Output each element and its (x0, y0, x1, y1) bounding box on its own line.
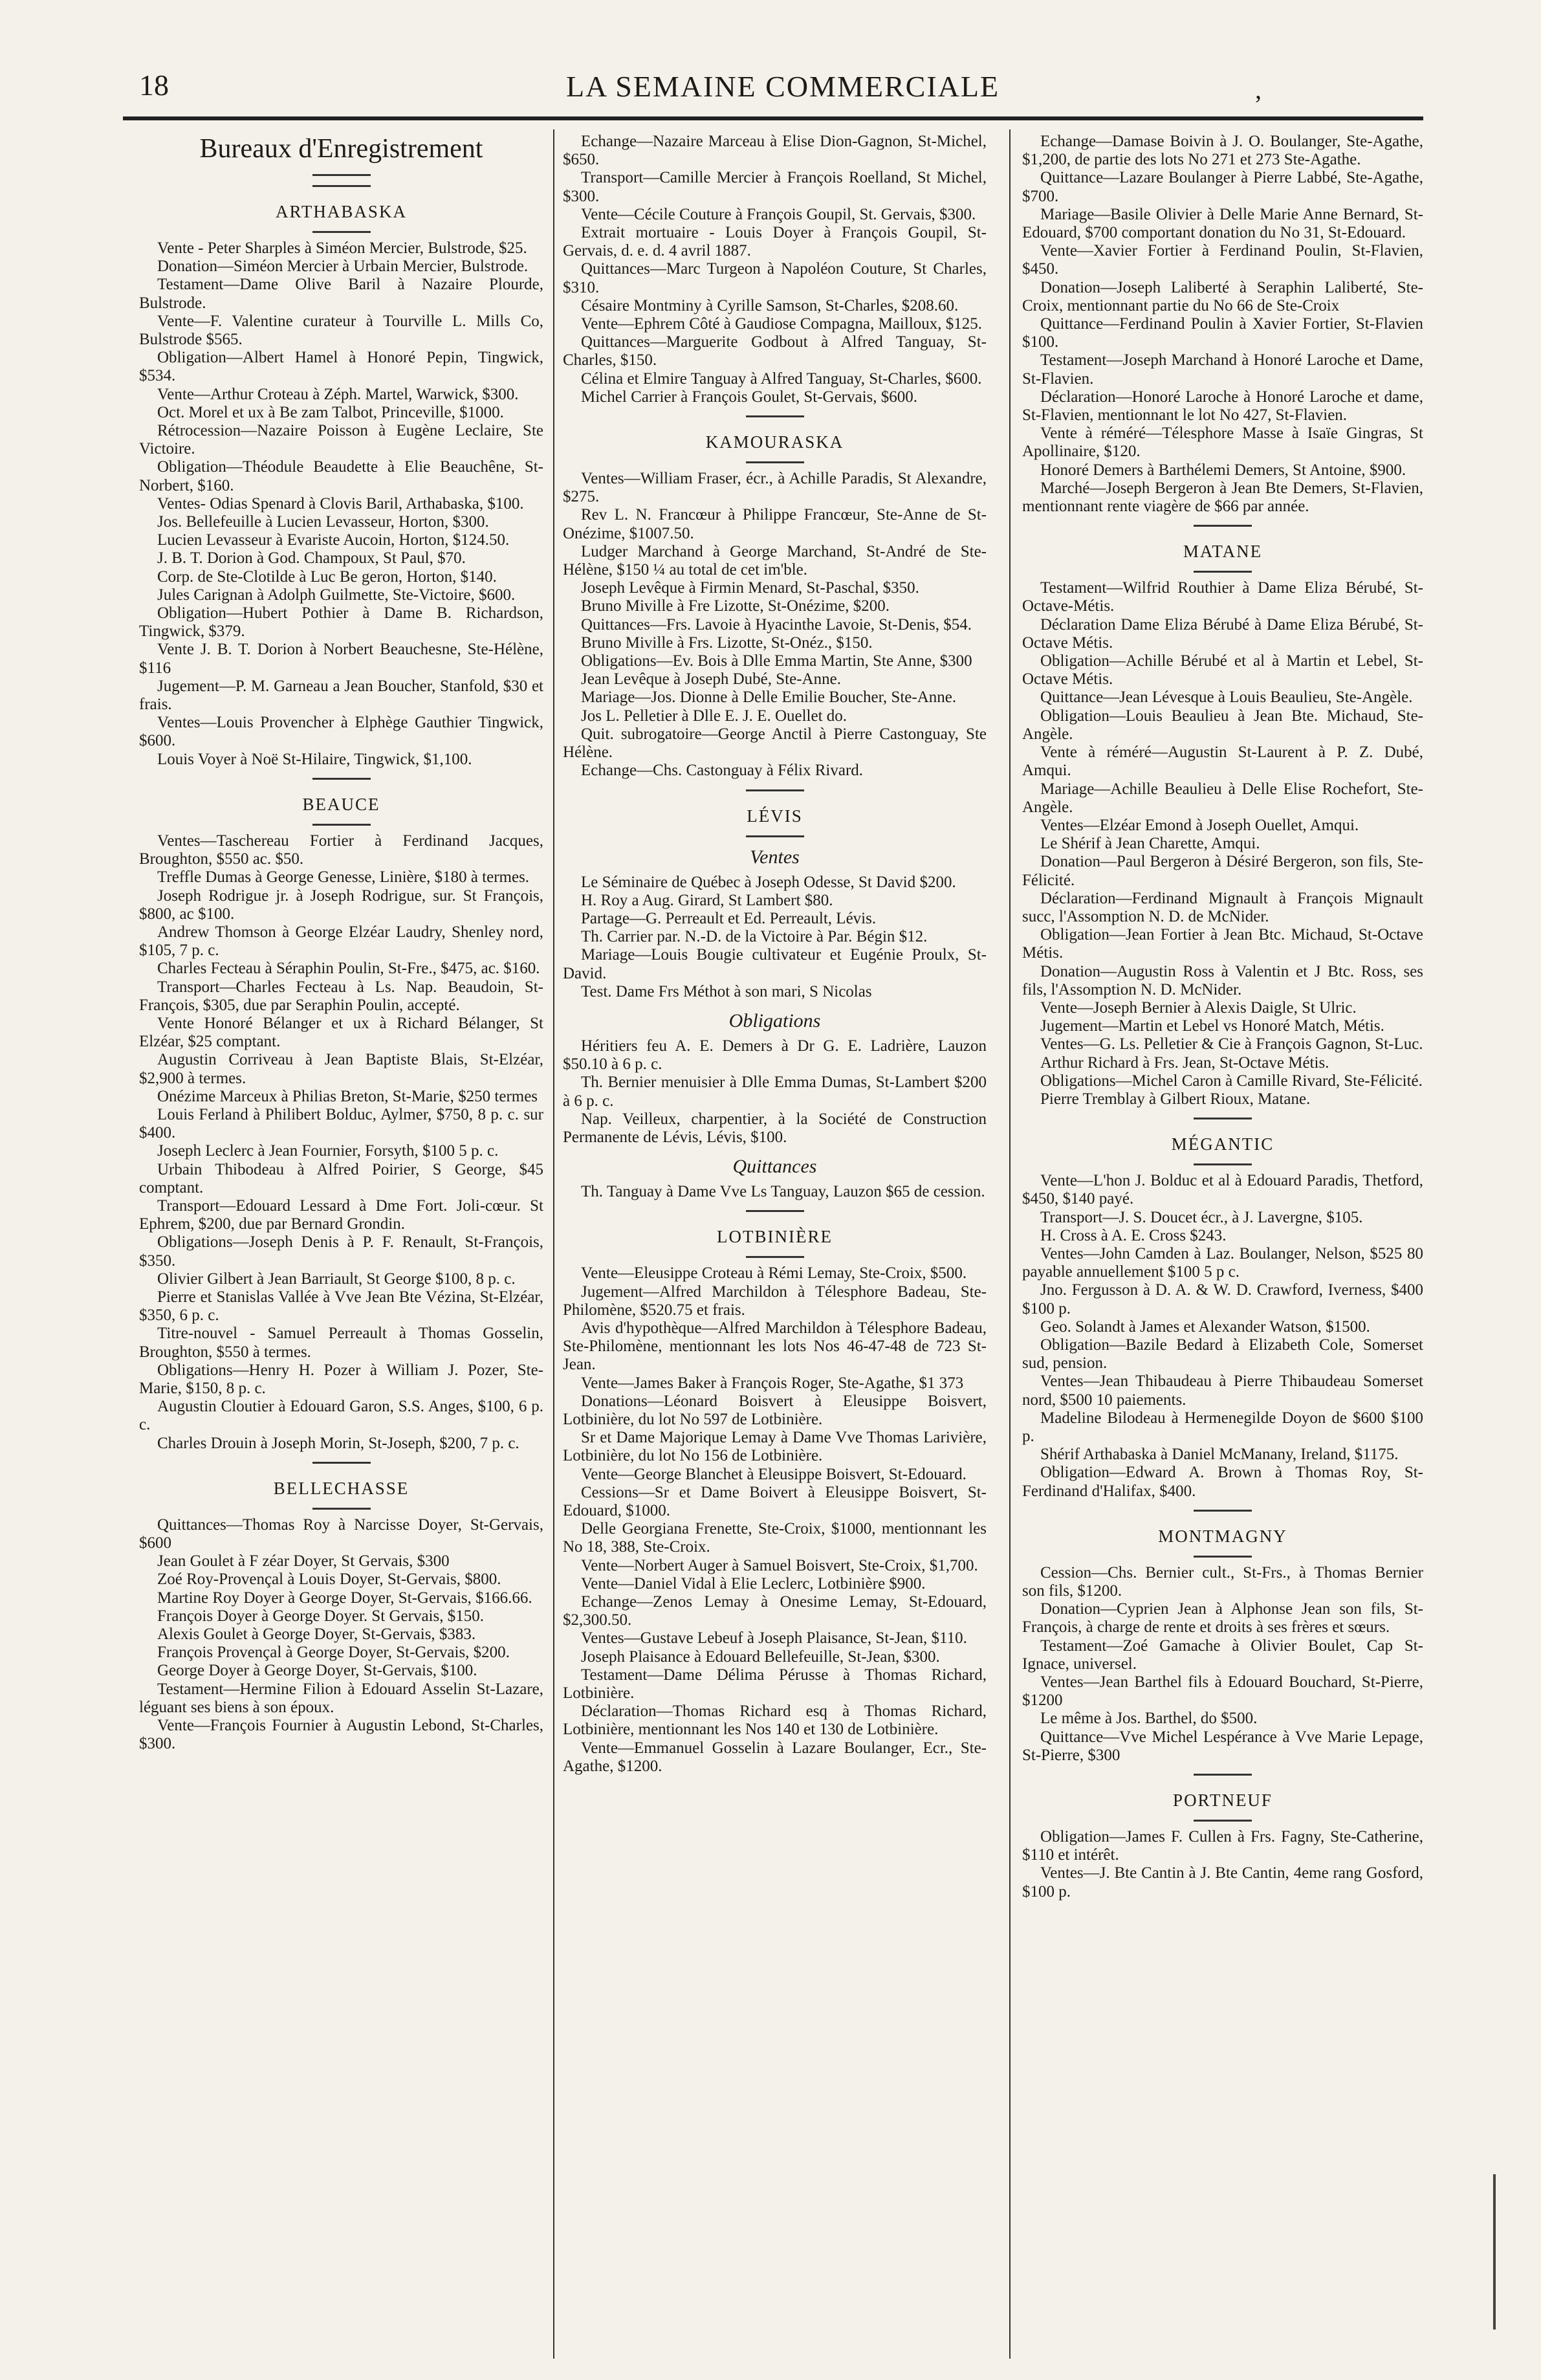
registry-entry: Vente J. B. T. Dorion à Norbert Beauchesne, Ste-Hélène, $116 (139, 641, 543, 677)
subsection-heading: Quittances (732, 1156, 817, 1178)
section-heading: MÉGANTIC (1171, 1134, 1274, 1154)
section-heading: LOTBINIÈRE (717, 1227, 833, 1247)
registry-entry: Ventes—Taschereau Fortier à Ferdinand Jacques, Broughton, $550 ac. $50. (139, 832, 543, 868)
registry-entry: Joseph Leclerc à Jean Fournier, Forsyth, $100 5 p. c. (157, 1142, 499, 1160)
registry-entry: Donations—Léonard Boisvert à Eleusippe Boisvert, Lotbinière, du lot No 597 de Lotbinière. (563, 1392, 987, 1428)
registry-entry: Vente—Ephrem Côté à Gaudiose Compagna, Mailloux, $125. (581, 315, 983, 333)
registry-entry: Mariage—Achille Beaulieu à Delle Elise Rochefort, Ste-Angèle. (1022, 780, 1423, 816)
registry-entry: Zoé Roy-Provençal à Louis Doyer, St-Gervais, $800. (157, 1570, 501, 1589)
registry-entry: Transport—Camille Mercier à François Roelland, St Michel, $300. (563, 169, 987, 205)
registry-entry: Oct. Morel et ux à Be zam Talbot, Princeville, $1000. (157, 403, 504, 421)
section-heading: BELLECHASSE (273, 1478, 410, 1498)
registry-entry: Echange—Nazaire Marceau à Elise Dion-Gagnon, St-Michel, $650. (563, 133, 987, 169)
registry-entry: Obligation—Albert Hamel à Honoré Pepin, Tingwick, $534. (139, 349, 543, 385)
registry-entry: Transport—Charles Fecteau à Ls. Nap. Beaudoin, St-François, $305, due par Seraphin Poulin, accepté. (139, 978, 543, 1014)
registry-entry: Ludger Marchand à George Marchand, St-André de Ste-Hélène, $150 ¼ au total de cet im'ble. (563, 542, 987, 579)
registry-entry: H. Cross à A. E. Cross $243. (1040, 1226, 1227, 1244)
column-1 (139, 133, 543, 2359)
registry-entry: Louis Ferland à Philibert Bolduc, Aylmer, $750, 8 p. c. sur $400. (139, 1105, 543, 1142)
section-heading: BEAUCE (302, 794, 380, 814)
registry-entry: Ventes—Gustave Lebeuf à Joseph Plaisance, St-Jean, $110. (581, 1629, 967, 1647)
section-rule (312, 1462, 371, 1464)
registry-entry: Mariage—Louis Bougie cultivateur et Eugénie Proulx, St-David. (563, 946, 987, 982)
registry-entry: Vente—L'hon J. Bolduc et al à Edouard Paradis, Thetford, $450, $140 payé. (1022, 1172, 1423, 1208)
registry-entry: Rétrocession—Nazaire Poisson à Eugène Leclaire, Ste Victoire. (139, 422, 543, 458)
registry-entry: Transport—J. S. Doucet écr., à J. Lavergne, $105. (1040, 1208, 1363, 1226)
heading-rule (746, 1256, 804, 1258)
column-2 (563, 133, 987, 2359)
registry-entry: Donation—Joseph Laliberté à Seraphin Laliberté, Ste-Croix, mentionnant partie du No 66 de Ste-Croix (1022, 278, 1423, 314)
registry-entry: Urbain Thibodeau à Alfred Poirier, S George, $45 comptant. (139, 1160, 543, 1196)
section-rule (746, 1210, 804, 1212)
print-mark: , (1255, 75, 1262, 104)
registry-entry: Charles Drouin à Joseph Morin, St-Joseph, $200, 7 p. c. (157, 1434, 519, 1452)
registry-entry: Vente—Eleusippe Croteau à Rémi Lemay, Ste-Croix, $500. (581, 1264, 967, 1283)
registry-entry: Le même à Jos. Barthel, do $500. (1040, 1710, 1258, 1728)
registry-entry: Jno. Fergusson à D. A. & W. D. Crawford, Iverness, $400 $100 p. (1022, 1281, 1423, 1317)
registry-entry: François Doyer à George Doyer. St Gervais, $150. (157, 1607, 484, 1625)
registry-entry: Rev L. N. Francœur à Philippe Francœur, Ste-Anne de St-Onézime, $1007.50. (563, 506, 987, 542)
registry-entry: Le Séminaire de Québec à Joseph Odesse, St David $200. (581, 873, 956, 891)
registry-entry: Augustin Cloutier à Edouard Garon, S.S. Anges, $100, 6 p. c. (139, 1398, 543, 1434)
registry-entry: Joseph Levêque à Firmin Menard, St-Paschal, $350. (581, 579, 919, 597)
registry-entry: Célina et Elmire Tanguay à Alfred Tanguay, St-Charles, $600. (581, 369, 982, 388)
registry-entry: Alexis Goulet à George Doyer, St-Gervais, $383. (157, 1625, 476, 1644)
registry-entry: Testament—Zoé Gamache à Olivier Boulet, Cap St-Ignace, universel. (1022, 1636, 1423, 1673)
registry-entry: Testament—Dame Délima Pérusse à Thomas Richard, Lotbinière. (563, 1666, 987, 1702)
registry-entry: Cession—Chs. Bernier cult., St-Frs., à Thomas Bernier son fils, $1200. (1022, 1563, 1423, 1600)
registry-entry: Pierre et Stanislas Vallée à Vve Jean Bte Vézina, St-Elzéar, $350, 6 p. c. (139, 1288, 543, 1325)
registry-entry: Transport—Edouard Lessard à Dme Fort. Joli-cœur. St Ephrem, $200, due par Bernard Grondin. (139, 1196, 543, 1233)
registry-entry: Obligation—Théodule Beaudette à Elie Beauchêne, St-Norbert, $160. (139, 458, 543, 494)
registry-entry: Jos L. Pelletier à Dlle E. J. E. Ouellet do. (581, 707, 847, 725)
registry-entry: Obligations—Henry H. Pozer à William J. Pozer, Ste-Marie, $150, 8 p. c. (139, 1361, 543, 1397)
registry-entry: Testament—Wilfrid Routhier à Dame Eliza Bérubé, St-Octave-Métis. (1022, 579, 1423, 615)
heading-rule (746, 461, 804, 463)
section-rule (746, 415, 804, 417)
registry-entry: Quittance—Ferdinand Poulin à Xavier Fortier, St-Flavien $100. (1022, 315, 1423, 351)
registry-entry: Joseph Plaisance à Edouard Bellefeuille, St-Jean, $300. (581, 1647, 940, 1666)
registry-entry: Honoré Demers à Barthélemi Demers, St Antoine, $900. (1040, 461, 1406, 479)
registry-entry: Vente—Cécile Couture à François Goupil, St. Gervais, $300. (581, 205, 976, 223)
registry-entry: Obligation—Louis Beaulieu à Jean Bte. Michaud, Ste-Angèle. (1022, 707, 1423, 743)
registry-entry: Quittances—Thomas Roy à Narcisse Doyer, St-Gervais, $600 (139, 1515, 543, 1552)
registry-entry: George Doyer à George Doyer, St-Gervais, $100. (157, 1662, 477, 1680)
registry-entry: Vente—James Baker à François Roger, Ste-Agathe, $1 373 (581, 1374, 964, 1392)
section-rule (1194, 1118, 1252, 1119)
registry-entry: Vente—Xavier Fortier à Ferdinand Poulin, St-Flavien, $450. (1022, 242, 1423, 278)
registry-entry: Marché—Joseph Bergeron à Jean Bte Demers, St-Flavien, mentionnant rente viagère de $66 par année. (1022, 479, 1423, 516)
section-heading: PORTNEUF (1173, 1791, 1273, 1811)
registry-entry: Echange—Damase Boivin à J. O. Boulanger, Ste-Agathe, $1,200, de partie des lots No 271 et 273 Ste-Agathe. (1022, 133, 1423, 169)
heading-rule (746, 835, 804, 837)
registry-entry: Vente—George Blanchet à Eleusippe Boisvert, St-Edouard. (581, 1465, 967, 1483)
registry-entry: Th. Tanguay à Dame Vve Ls Tanguay, Lauzon $65 de cession. (581, 1183, 985, 1201)
registry-entry: Ventes—Louis Provencher à Elphège Gauthier Tingwick, $600. (139, 714, 543, 750)
heading-rule (312, 231, 371, 233)
registry-entry: Charles Fecteau à Séraphin Poulin, St-Fre., $475, ac. $160. (157, 960, 540, 978)
registry-entry: Jean Goulet à F zéar Doyer, St Gervais, $300 (157, 1552, 450, 1570)
heading-rule (1194, 1556, 1252, 1558)
registry-entry: Titre-nouvel - Samuel Perreault à Thomas Gosselin, Broughton, $550 à termes. (139, 1325, 543, 1361)
registry-entry: Ventes—G. Ls. Pelletier & Cie à François Gagnon, St-Luc. (1040, 1035, 1423, 1053)
registry-entry: Obligation—James F. Cullen à Frs. Fagny, Ste-Catherine, $110 et intérêt. (1022, 1828, 1423, 1864)
heading-rule (312, 824, 371, 826)
registry-entry: Onézime Marceux à Philias Breton, St-Marie, $250 termes (157, 1087, 538, 1105)
registry-entry: Louis Voyer à Noë St-Hilaire, Tingwick, $1,100. (157, 750, 472, 768)
registry-entry: Th. Carrier par. N.-D. de la Victoire à Par. Bégin $12. (581, 928, 928, 946)
registry-entry: Obligation—Hubert Pothier à Dame B. Richardson, Tingwick, $379. (139, 604, 543, 641)
registry-entry: Quit. subrogatoire—George Anctil à Pierre Castonguay, Ste Hélène. (563, 725, 987, 762)
heading-rule (312, 1508, 371, 1510)
registry-entry: Delle Georgiana Frenette, Ste-Croix, $1000, mentionnant les No 18, 388, Ste-Croix. (563, 1520, 987, 1556)
registry-entry: Quittances—Frs. Lavoie à Hyacinthe Lavoie, St-Denis, $54. (581, 615, 972, 634)
registry-entry: Quittance—Jean Lévesque à Louis Beaulieu, Ste-Angèle. (1040, 689, 1413, 707)
registry-entry: Ventes—Jean Thibaudeau à Pierre Thibaudeau Somerset nord, $500 10 paiements. (1022, 1372, 1423, 1409)
registry-entry: Donation—Augustin Ross à Valentin et J Btc. Ross, ses fils, l'Assomption N. D. McNider. (1022, 962, 1423, 998)
registry-entry: Th. Bernier menuisier à Dlle Emma Dumas, St-Lambert $200 à 6 p. c. (563, 1074, 987, 1110)
registry-entry: Jugement—Alfred Marchildon à Télesphore Badeau, Ste-Philomène, $520.75 et frais. (563, 1283, 987, 1319)
registry-entry: Pierre Tremblay à Gilbert Rioux, Matane. (1040, 1090, 1311, 1108)
registry-entry: Vente—François Fournier à Augustin Lebond, St-Charles, $300. (139, 1717, 543, 1753)
header-rule (123, 116, 1423, 120)
registry-entry: Obligation—Achille Bérubé et al à Martin et Lebel, St-Octave Métis. (1022, 652, 1423, 689)
registry-entry: Testament—Hermine Filion à Edouard Asselin St-Lazare, léguant ses biens à son époux. (139, 1680, 543, 1716)
margin-mark (1493, 2174, 1496, 2330)
column-divider (553, 129, 554, 2359)
registry-entry: Lucien Levasseur à Evariste Aucoin, Horton, $124.50. (157, 531, 510, 549)
registry-entry: H. Roy a Aug. Girard, St Lambert $80. (581, 891, 833, 909)
registry-entry: Echange—Chs. Castonguay à Félix Rivard. (581, 762, 864, 780)
registry-entry: Obligation—Edward A. Brown à Thomas Roy, St-Ferdinand d'Halifax, $400. (1022, 1464, 1423, 1500)
registry-entry: Obligation—Jean Fortier à Jean Btc. Michaud, St-Octave Métis. (1022, 926, 1423, 962)
registry-entry: Donation—Cyprien Jean à Alphonse Jean son fils, St-François, à charge de rente et droits à ses frères et sœurs. (1022, 1600, 1423, 1636)
page-header (139, 61, 1426, 120)
registry-entry: Donation—Paul Bergeron à Désiré Bergeron, son fils, Ste-Félicité. (1022, 853, 1423, 889)
registry-entry: Quittance—Lazare Boulanger à Pierre Labbé, Ste-Agathe, $700. (1022, 169, 1423, 205)
registry-entry: Déclaration—Ferdinand Mignault à François Mignault succ, l'Assomption N. D. de McNider. (1022, 889, 1423, 925)
section-heading: MONTMAGNY (1158, 1526, 1287, 1546)
registry-entry: Vente—Norbert Auger à Samuel Boisvert, Ste-Croix, $1,700. (581, 1556, 978, 1574)
registry-entry: Extrait mortuaire - Louis Doyer à François Goupil, St-Gervais, d. e. d. 4 avril 1887. (563, 224, 987, 260)
registry-entry: Ventes—J. Bte Cantin à J. Bte Cantin, 4eme rang Gosford, $100 p. (1022, 1864, 1423, 1901)
registry-entry: Vente—Daniel Vidal à Elie Leclerc, Lotbinière $900. (581, 1574, 926, 1592)
registry-entry: Obligations—Joseph Denis à P. F. Renault, St-François, $350. (139, 1233, 543, 1270)
section-rule (312, 778, 371, 780)
section-rule (1194, 1774, 1252, 1776)
registry-entry: Jean Levêque à Joseph Dubé, Ste-Anne. (581, 670, 841, 689)
registry-entry: Bruno Miville à Frs. Lizotte, St-Onéz., $150. (581, 634, 873, 652)
registry-entry: Avis d'hypothèque—Alfred Marchildon à Télesphore Badeau, Ste-Philomène, mentionnant les lots Nos 46-47-48 de 723 St-Jean. (563, 1319, 987, 1374)
registry-entry: Donation—Siméon Mercier à Urbain Mercier, Bulstrode. (157, 258, 529, 276)
registry-entry: Obligations—Ev. Bois à Dlle Emma Martin, Ste Anne, $300 (581, 652, 972, 670)
registry-entry: Vente - Peter Sharples à Siméon Mercier, Bulstrode, $25. (157, 239, 527, 257)
column-3 (1022, 133, 1423, 2359)
section-heading: KAMOURASKA (705, 432, 844, 452)
registry-entry: J. B. T. Dorion à God. Champoux, St Paul, $70. (157, 549, 466, 567)
registry-entry: Cessions—Sr et Dame Boivert à Eleusippe Boisvert, St-Edouard, $1000. (563, 1483, 987, 1519)
registry-entry: Quittances—Marc Turgeon à Napoléon Couture, St Charles, $310. (563, 260, 987, 296)
registry-entry: Joseph Rodrigue jr. à Joseph Rodrigue, sur. St François, $800, ac $100. (139, 887, 543, 923)
registry-entry: Ventes—William Fraser, écr., à Achille Paradis, St Alexandre, $275. (563, 470, 987, 506)
registry-entry: Ventes- Odias Spenard à Clovis Baril, Arthabaska, $100. (157, 494, 524, 512)
registry-entry: Vente—Arthur Croteau à Zéph. Martel, Warwick, $300. (157, 385, 519, 403)
section-heading: MATANE (1183, 542, 1263, 562)
registry-entry: Madeline Bilodeau à Hermenegilde Doyon de $600 $100 p. (1022, 1409, 1423, 1445)
registry-entry: Mariage—Basile Olivier à Delle Marie Anne Bernard, St-Edouard, $700 comportant donation du No 31, St-Edouard. (1022, 205, 1423, 242)
registry-entry: Ventes—Elzéar Emond à Joseph Ouellet, Amqui. (1040, 816, 1359, 834)
section-rule (1194, 1510, 1252, 1512)
registry-entry: Jugement—P. M. Garneau a Jean Boucher, Stanfold, $30 et frais. (139, 677, 543, 714)
registry-entry: Héritiers feu A. E. Demers à Dr G. E. Ladrière, Lauzon $50.10 à 6 p. c. (563, 1037, 987, 1074)
subsection-heading: Ventes (750, 846, 800, 868)
registry-entry: Déclaration—Honoré Laroche à Honoré Laroche et dame, St-Flavien, mentionnant le lot No 427, St-Flavien. (1022, 388, 1423, 424)
registry-entry: Ventes—John Camden à Laz. Boulanger, Nelson, $525 80 payable annuellement $100 5 p c. (1022, 1244, 1423, 1281)
registry-entry: Vente Honoré Bélanger et ux à Richard Bélanger, St Elzéar, $25 comptant. (139, 1014, 543, 1051)
registry-entry: Ventes—Jean Barthel fils à Edouard Bouchard, St-Pierre, $1200 (1022, 1673, 1423, 1710)
registry-entry: Quittance—Vve Michel Lespérance à Vve Marie Lepage, St-Pierre, $300 (1022, 1728, 1423, 1764)
registry-entry: François Provençal à George Doyer, St-Gervais, $200. (157, 1644, 510, 1662)
registry-entry: Césaire Montminy à Cyrille Samson, St-Charles, $208.60. (581, 296, 959, 314)
journal-title: LA SEMAINE COMMERCIALE (565, 70, 1000, 103)
registry-entry: Nap. Veilleux, charpentier, à la Société de Construction Permanente de Lévis, Lévis, $100. (563, 1110, 987, 1146)
registry-entry: Vente à réméré—Augustin St-Laurent à P. Z. Dubé, Amqui. (1022, 744, 1423, 780)
registry-entry: Echange—Zenos Lemay à Onesime Lemay, St-Edouard, $2,300.50. (563, 1593, 987, 1629)
registry-entry: Geo. Solandt à James et Alexander Watson, $1500. (1040, 1317, 1370, 1336)
registry-entry: Jules Carignan à Adolph Guilmette, Ste-Victoire, $600. (157, 586, 516, 604)
section-heading: ARTHABASKA (276, 202, 407, 221)
registry-entry: Vente—F. Valentine curateur à Tourville L. Mills Co, Bulstrode $565. (139, 312, 543, 349)
page-number: 18 (139, 69, 169, 102)
registry-entry: Sr et Dame Majorique Lemay à Dame Vve Thomas Larivière, Lotbinière, du lot No 156 de Lotbinière. (563, 1429, 987, 1465)
section-heading: LÉVIS (747, 806, 803, 826)
registry-entry: Obligations—Michel Caron à Camille Rivard, Ste-Félicité. (1040, 1072, 1423, 1090)
registry-entry: Arthur Richard à Frs. Jean, St-Octave Métis. (1040, 1053, 1329, 1072)
registry-entry: Treffle Dumas à George Genesse, Linière, $180 à termes. (157, 868, 530, 887)
registry-entry: Shérif Arthabaska à Daniel McManany, Ireland, $1175. (1040, 1446, 1399, 1464)
registry-entry: Testament—Dame Olive Baril à Nazaire Plourde, Bulstrode. (139, 276, 543, 312)
registry-entry: Andrew Thomson à George Elzéar Laudry, Shenley nord, $105, 7 p. c. (139, 923, 543, 960)
subsection-heading: Obligations (728, 1009, 821, 1031)
registry-entry: Test. Dame Frs Méthot à son mari, S Nicolas (581, 982, 872, 1000)
heading-rule (1194, 1163, 1252, 1165)
registry-entry: Déclaration Dame Eliza Bérubé à Dame Eliza Bérubé, St-Octave Métis. (1022, 615, 1423, 652)
registry-entry: Vente à réméré—Télesphore Masse à Isaïe Gingras, St Apollinaire, $120. (1022, 424, 1423, 461)
registry-entry: Mariage—Jos. Dionne à Delle Emilie Boucher, Ste-Anne. (581, 689, 957, 707)
registry-entry: Vente—Emmanuel Gosselin à Lazare Boulanger, Ecr., Ste-Agathe, $1200. (563, 1739, 987, 1775)
registry-entry: Obligation—Bazile Bedard à Elizabeth Cole, Somerset sud, pension. (1022, 1336, 1423, 1372)
registry-entry: Le Shérif à Jean Charette, Amqui. (1040, 835, 1260, 853)
section-rule (746, 789, 804, 791)
registry-entry: Bruno Miville à Fre Lizotte, St-Onézime, $200. (581, 597, 890, 615)
column-divider (1009, 129, 1011, 2359)
heading-rule (312, 174, 371, 176)
heading-rule (1194, 1820, 1252, 1822)
section-rule (1194, 525, 1252, 527)
registry-entry: Corp. de Ste-Clotilde à Luc Be geron, Horton, $140. (157, 567, 497, 586)
registry-entry: Déclaration—Thomas Richard esq à Thomas Richard, Lotbinière, mentionnant les Nos 140 et 130 de Lotbinière. (563, 1702, 987, 1739)
registry-entry: Vente—Joseph Bernier à Alexis Daigle, St Ulric. (1040, 998, 1357, 1017)
heading-rule (1194, 571, 1252, 573)
registry-entry: Augustin Corriveau à Jean Baptiste Blais, St-Elzéar, $2,900 à termes. (139, 1051, 543, 1087)
registry-entry: Jos. Bellefeuille à Lucien Levasseur, Horton, $300. (157, 513, 489, 531)
section-rule (312, 185, 371, 187)
registry-entry: Martine Roy Doyer à George Doyer, St-Gervais, $166.66. (157, 1589, 532, 1607)
registry-entry: Jugement—Martin et Lebel vs Honoré Match, Métis. (1040, 1017, 1384, 1035)
registry-entry: Michel Carrier à François Goulet, St-Gervais, $600. (581, 388, 918, 406)
registry-entry: Olivier Gilbert à Jean Barriault, St George $100, 8 p. c. (157, 1270, 516, 1288)
registry-entry: Testament—Joseph Marchand à Honoré Laroche et Dame, St-Flavien. (1022, 351, 1423, 388)
registry-entry: Quittances—Marguerite Godbout à Alfred Tanguay, St-Charles, $150. (563, 333, 987, 369)
section-heading: Bureaux d'Enregistrement (199, 134, 483, 164)
registry-entry: Partage—G. Perreault et Ed. Perreault, Lévis. (581, 909, 877, 927)
